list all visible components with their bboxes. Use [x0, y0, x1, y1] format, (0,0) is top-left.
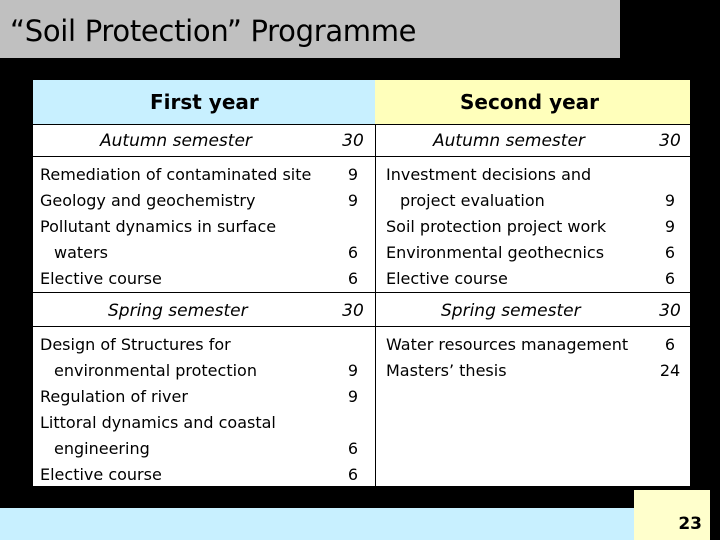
page-number-box — [634, 490, 710, 540]
course-credits: 6 — [347, 243, 359, 262]
header-divider — [33, 124, 690, 125]
course-name: Remediation of contaminated site — [40, 165, 312, 184]
course-credits: 6 — [664, 335, 676, 354]
course-name: Elective course — [40, 465, 162, 484]
second-year-spring-label: Spring semester — [441, 301, 581, 321]
course-credits: 9 — [347, 361, 359, 380]
course-name: Masters’ thesis — [386, 361, 507, 380]
course-name: waters — [54, 243, 108, 262]
second-year-autumn-label: Autumn semester — [433, 131, 585, 151]
course-name: Water resources management — [386, 335, 629, 354]
course-name: Investment decisions and — [386, 165, 592, 184]
course-name: Littoral dynamics and coastal — [40, 413, 276, 432]
course-credits: 6 — [347, 439, 359, 458]
page-number: 23 — [678, 514, 702, 534]
slide-title: “Soil Protection” Programme — [10, 14, 417, 48]
course-name: Environmental geothecnics — [386, 243, 605, 262]
course-credits: 6 — [664, 243, 676, 262]
autumn-divider — [33, 156, 690, 157]
course-name: engineering — [54, 439, 150, 458]
course-name: Design of Structures for — [40, 335, 231, 354]
course-name: Pollutant dynamics in surface — [40, 217, 277, 236]
first-year-header: First year — [150, 90, 259, 114]
course-name: Elective course — [386, 269, 508, 288]
course-name: Geology and geochemistry — [40, 191, 256, 210]
course-name: environmental protection — [54, 361, 257, 380]
course-name: project evaluation — [400, 191, 545, 210]
first-year-spring-label: Spring semester — [108, 301, 248, 321]
first-year-spring-total: 30 — [342, 301, 364, 321]
second-year-spring-total: 30 — [659, 301, 681, 321]
course-credits: 9 — [664, 191, 676, 210]
course-credits: 9 — [347, 165, 359, 184]
course-credits: 6 — [347, 465, 359, 484]
second-year-autumn-total: 30 — [659, 131, 681, 151]
spring-label-top-divider — [33, 292, 690, 293]
year-divider — [375, 124, 376, 486]
course-credits: 9 — [347, 387, 359, 406]
course-credits: 6 — [347, 269, 359, 288]
course-name: Regulation of river — [40, 387, 188, 406]
first-year-autumn-total: 30 — [342, 131, 364, 151]
course-credits: 9 — [664, 217, 676, 236]
first-year-autumn-label: Autumn semester — [100, 131, 252, 151]
course-name: Soil protection project work — [386, 217, 607, 236]
course-credits: 6 — [664, 269, 676, 288]
second-year-header: Second year — [460, 90, 600, 114]
course-credits: 24 — [659, 361, 681, 380]
course-name: Elective course — [40, 269, 162, 288]
course-credits: 9 — [347, 191, 359, 210]
footer-bar — [0, 508, 634, 540]
spring-divider — [33, 326, 690, 327]
